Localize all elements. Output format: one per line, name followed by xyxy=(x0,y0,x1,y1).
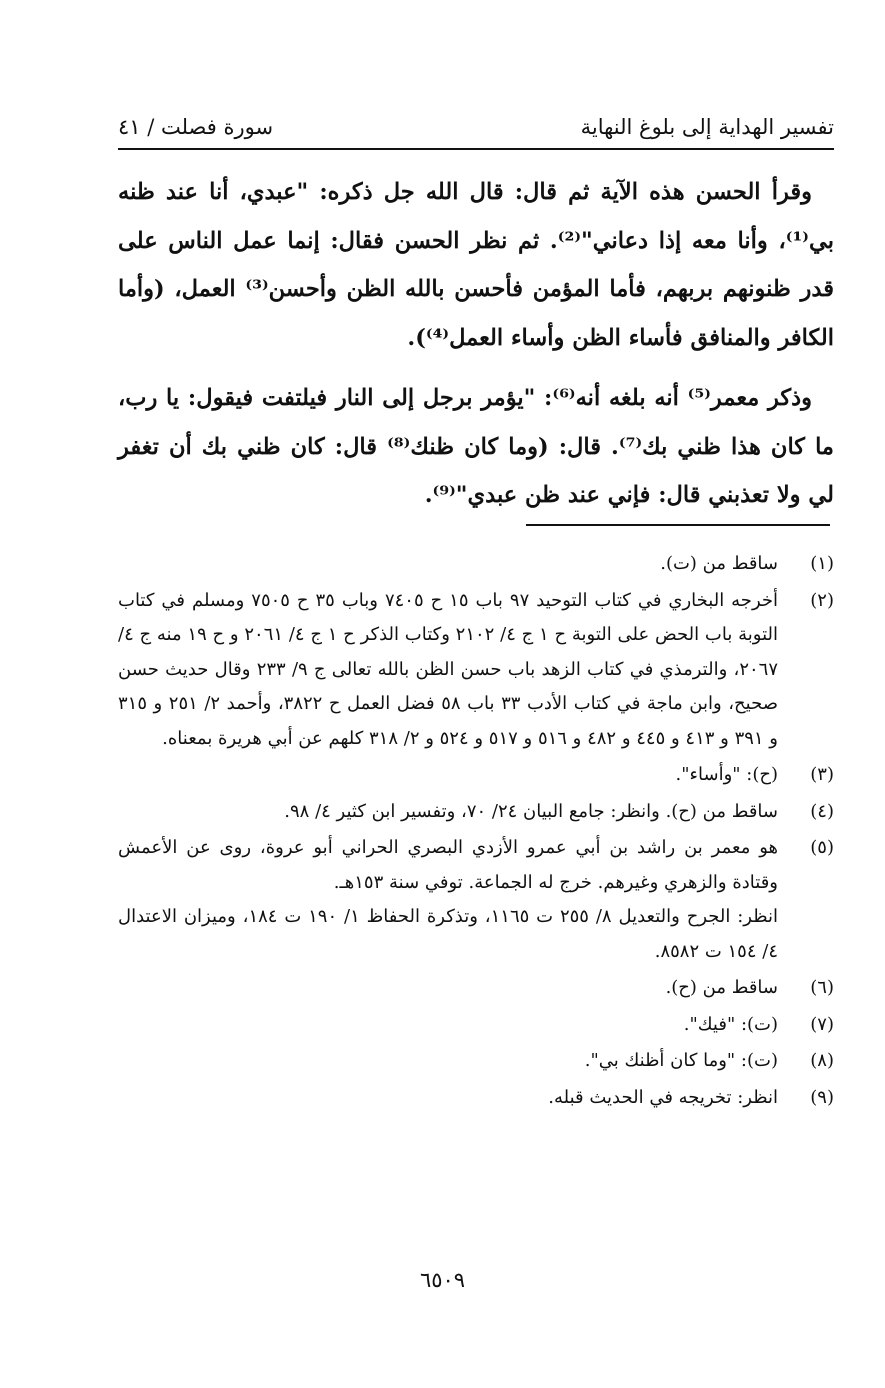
footnote-number: (٨) xyxy=(810,1050,834,1071)
book-title: تفسير الهداية إلى بلوغ النهاية xyxy=(580,115,834,139)
footnote-item xyxy=(118,831,834,969)
footnote-text: ساقط من (ح). وانظر: جامع البيان ٢٤/ ٧٠، وتفسير ابن كثير ٤/ ٩٨. xyxy=(284,800,778,822)
footnote-text xyxy=(118,831,778,969)
footnote-item xyxy=(118,584,834,757)
footnote-text: (ت): "وما كان أظنك بي". xyxy=(584,1050,778,1071)
footnote-item xyxy=(118,1044,834,1079)
footnote-text: أخرجه البخاري في كتاب التوحيد ٩٧ باب ١٥ ح ٧٤٠٥ وباب ٣٥ ح ٧٥٠٥ ومسلم في كتاب التوبة باب الحض على التوبة ح ١ ج ٤/ ٢١٠٢ وكتاب الذكر ح ١ ج ٤/ ٢٠٦١ و ح ١٩ منه ج ٤/ ٢٠٦٧، والترمذي في كتاب الزهد باب حسن الظن بالله تعالى ج ٩/ ٢٣٣ وقال حديث حسن صحيح، وابن ماجة في كتاب الأدب ٣٣ باب ٥٨ فضل العمل ح ٣٨٢٢، وأحمد ٢/ ٢٥١ و ٣١٥ و ٣٩١ و ٤١٣ و ٤٤٥ و ٤٨٢ و ٥١٦ و ٥١٧ و ٥٢٤ و ٢/ ٣١٨ كلهم عن أبي هريرة بمعناه. xyxy=(118,589,778,749)
footnote-number: (٩) xyxy=(810,1086,834,1108)
footnote-number: (٤) xyxy=(810,800,834,822)
footnote-text-references: انظر: الجرح والتعديل ٨/ ٢٥٥ ت ١١٦٥، وتذكرة الحفاظ ١/ ١٩٠ ت ١٨٤، وميزان الاعتدال ٤/ ١٥٤ ت ٨٥٨٢. xyxy=(118,906,779,962)
running-header xyxy=(118,110,834,144)
main-text xyxy=(118,168,834,532)
footnote-number: (٧) xyxy=(810,1013,834,1035)
paragraph: وقرأ الحسن هذه الآية ثم قال: قال الله جل ذكره: "عبدي، أنا عند ظنه بي⁽¹⁾، وأنا معه إذا دعاني"⁽²⁾. ثم نظر الحسن فقال: إنما عمل الناس على قدر ظنونهم بربهم، فأما المؤمن فأحسن بالله الظن وأحسن⁽³⁾ العمل، (وأما الكافر والمنافق فأساء الظن وأساء العمل⁽⁴⁾). xyxy=(118,179,835,351)
footnote-item xyxy=(118,971,834,1006)
footnote-text: انظر: تخريجه في الحديث قبله. xyxy=(548,1086,778,1108)
page-number: ٦٥٠٩ xyxy=(419,1268,466,1292)
header-divider xyxy=(118,148,834,150)
footnote-divider xyxy=(526,524,830,526)
paragraph: وذكر معمر⁽⁵⁾ أنه بلغه أنه⁽⁶⁾: "يؤمر برجل إلى النار فيلتفت فيقول: يا رب، ما كان هذا ظني بك⁽⁷⁾. قال: (وما كان ظنك⁽⁸⁾ قال: كان ظني بك أن تغفر لي ولا تعذبني قال: فإني عند ظن عبدي"⁽⁹⁾. xyxy=(118,385,834,508)
footnote-item xyxy=(118,1008,834,1043)
footnote-number: (٦) xyxy=(810,977,834,998)
footnote-item xyxy=(118,547,834,582)
footnote-text: (ح): "وأساء". xyxy=(675,764,778,785)
footnotes xyxy=(118,547,834,1117)
footnote-number: (٣) xyxy=(810,764,834,785)
footnote-number: (٢) xyxy=(810,589,834,611)
footnote-text: ساقط من (ت). xyxy=(660,553,778,574)
surah-reference: سورة فصلت / ٤١ xyxy=(118,115,274,139)
footnote-item xyxy=(118,758,834,793)
footnote-text: ساقط من (ح). xyxy=(665,977,778,998)
footnote-text: (ت): "فيك". xyxy=(683,1013,778,1035)
footnote-number: (١) xyxy=(810,553,834,574)
footnote-number: (٥) xyxy=(810,837,834,858)
footnote-text-main: هو معمر بن راشد بن أبي عمرو الأزدي البصري الحراني أبو عروة، روى عن الأعمش وقتادة والزهري وغيرهم. خرج له الجماعة. توفي سنة ١٥٣هـ. xyxy=(118,837,778,893)
footnote-item xyxy=(118,1081,834,1116)
footnote-item xyxy=(118,795,834,830)
